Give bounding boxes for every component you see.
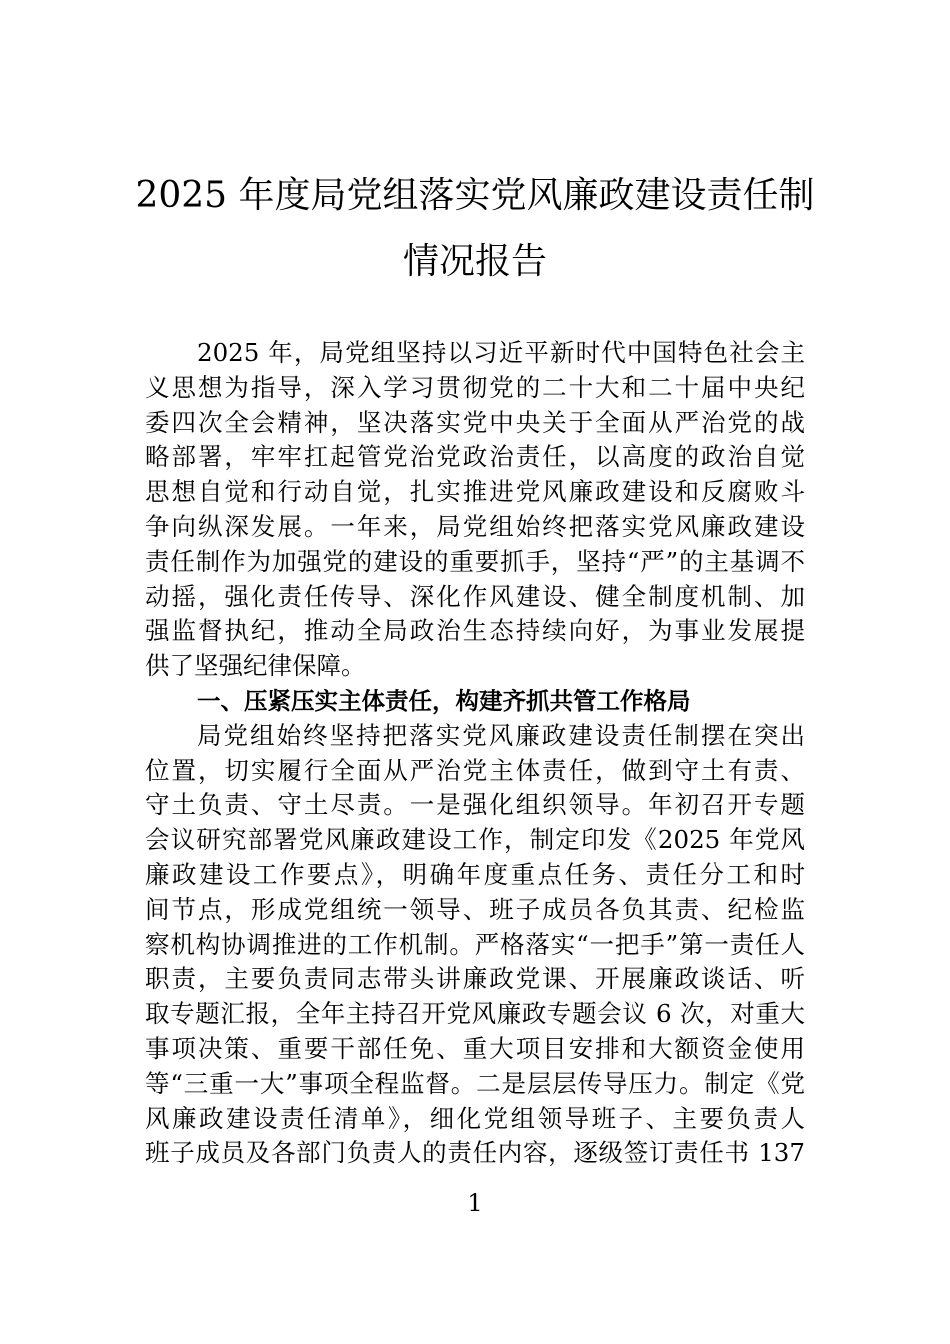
paragraph-line: 风廉政建设责任清单》，细化党组领导班子、主要负责人 [145,1103,805,1133]
paragraph-line: 义思想为指导，深入学习贯彻党的二十大和二十届中央纪 [145,372,805,402]
paragraph-line: 廉政建设工作要点》，明确年度重点任务、责任分工和时 [145,859,805,889]
paragraph-line: 供了坚强纪律保障。 [145,651,366,681]
page-number: 1 [467,1189,483,1217]
paragraph-line: 2025 年，局党组坚持以习近平新时代中国特色社会主 [197,338,805,367]
paragraph-line: 动摇，强化责任传导、深化作风建设、健全制度机制、加 [145,581,805,611]
paragraph-line: 争向纵深发展。一年来，局党组始终把落实党风廉政建设 [145,511,805,541]
document-title-line-2: 情况报告 [402,241,547,282]
paragraph-line: 略部署，牢牢扛起管党治党政治责任，以高度的政治自觉 [145,442,805,472]
paragraph-line: 会议研究部署党风廉政建设工作，制定印发《2025 年党风 [145,825,805,855]
paragraph-line: 班子成员及各部门负责人的责任内容，逐级签订责任书 137 [145,1138,805,1168]
paragraph-line: 委四次全会精神，坚决落实党中央关于全面从严治党的战 [145,407,805,437]
paragraph-line: 察机构协调推进的工作机制。严格落实“一把手”第一责任人 [145,929,805,959]
paragraph-line: 守土负责、守土尽责。一是强化组织领导。年初召开专题 [145,790,805,820]
paragraph-line: 位置，切实履行全面从严治党主体责任，做到守土有责、 [145,755,805,785]
paragraph-line: 强监督执纪，推动全局政治生态持续向好，为事业发展提 [145,616,805,646]
paragraph-line: 思想自觉和行动自觉，扎实推进党风廉政建设和反腐败斗 [145,477,805,507]
paragraph-line: 责任制作为加强党的建设的重要抓手，坚持“严”的主基调不 [145,546,805,576]
paragraph-line: 职责，主要负责同志带头讲廉政党课、开展廉政谈话、听 [145,964,805,994]
paragraph-line: 取专题汇报，全年主持召开党风廉政专题会议 6 次，对重大 [145,999,805,1029]
paragraph-line: 事项决策、重要干部任免、重大项目安排和大额资金使用 [145,1033,805,1063]
paragraph-line: 局党组始终坚持把落实党风廉政建设责任制摆在突出 [197,720,805,750]
document-body [145,336,805,1171]
paragraph-line: 间节点，形成党组统一领导、班子成员各负其责、纪检监 [145,894,805,924]
document-title-line-1: 2025 年度局党组落实党风廉政建设责任制 [135,175,815,216]
section-heading: 一、压紧压实主体责任，构建齐抓共管工作格局 [197,686,691,715]
paragraph-line: 等“三重一大”事项全程监督。二是层层传导压力。制定《党 [145,1068,805,1098]
